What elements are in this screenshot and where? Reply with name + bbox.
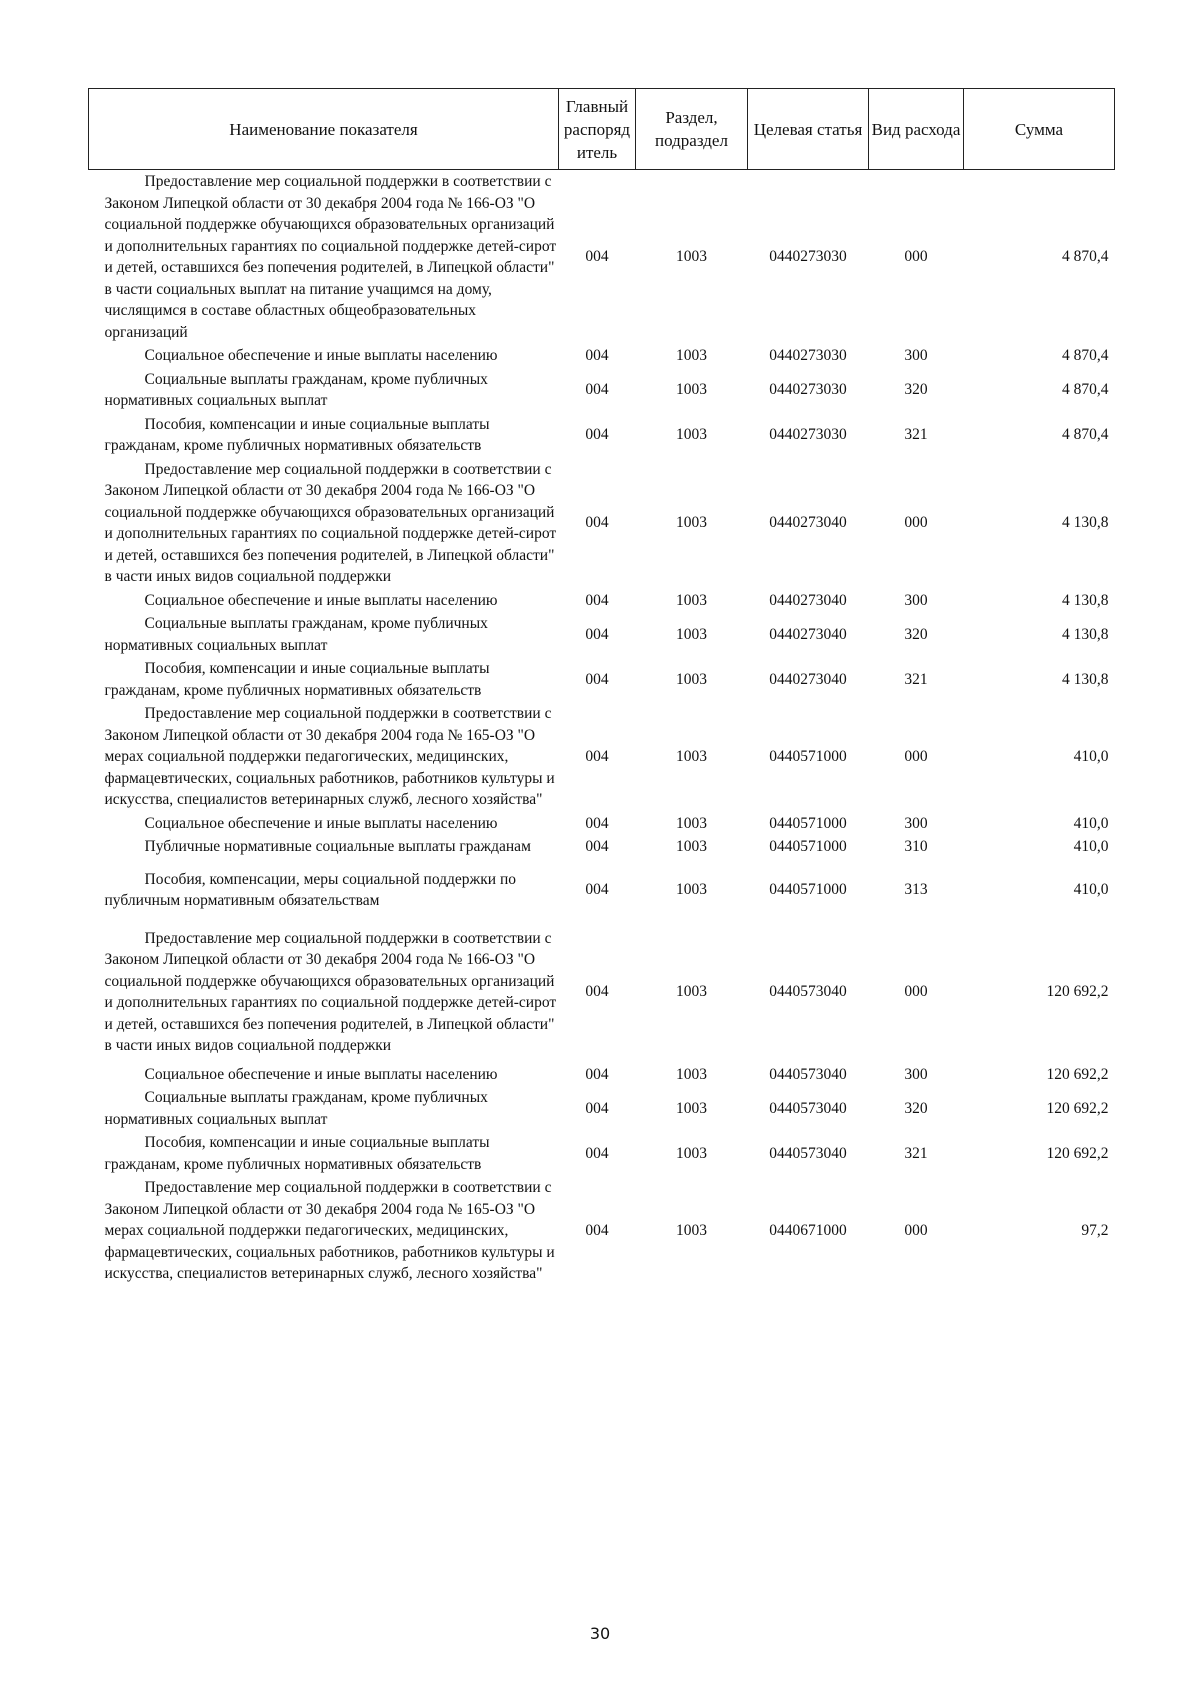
row-name-text: Пособия, компенсации и иные социальные выплаты гражданам, кроме публичных нормативных обязательств [104, 1134, 490, 1173]
row-expense-type: 321 [904, 670, 928, 688]
row-name [89, 859, 559, 918]
row-main-manager: 004 [585, 670, 609, 688]
table-row [89, 413, 1115, 458]
row-name [89, 344, 559, 368]
row-sum: 410,0 [1073, 838, 1109, 855]
header-expense-type: Вид расхода [869, 89, 964, 170]
row-name-text: Социальные выплаты гражданам, кроме публичных нормативных социальных выплат [104, 1089, 488, 1128]
table-row [89, 1063, 1115, 1087]
row-section: 1003 [676, 426, 707, 444]
row-expense-type: 320 [904, 1099, 928, 1117]
row-name-text: Предоставление мер социальной поддержки в соответствии с Законом Липецкой области от 30 декабря 2004 года № 165-ОЗ "О мерах социальной поддержки педагогических, медицинских, фармацевтических, социальных работников, работников культуры и искусства, специалистов ветеринарных служб, лесного хозяйства" [104, 705, 555, 808]
row-target-item: 0440573040 [769, 1065, 847, 1083]
row-main-manager: 004 [585, 248, 609, 266]
row-expense-type: 300 [904, 591, 928, 609]
row-name [89, 1176, 559, 1286]
row-name-text: Социальное обеспечение и иные выплаты населению [144, 1065, 498, 1083]
row-sum: 4 130,8 [1062, 625, 1109, 643]
row-target-item: 0440273040 [769, 591, 847, 609]
row-name [89, 812, 559, 836]
row-section: 1003 [676, 1144, 707, 1162]
row-expense-type: 000 [904, 1222, 928, 1239]
row-section: 1003 [676, 347, 707, 364]
row-main-manager: 004 [585, 748, 609, 765]
row-name-text: Пособия, компенсации и иные социальные выплаты гражданам, кроме публичных нормативных обязательств [104, 415, 490, 454]
row-name [89, 835, 559, 859]
row-name-text: Пособия, компенсации, меры социальной поддержки по публичным нормативным обязательствам [104, 870, 517, 909]
row-sum: 120 692,2 [1046, 1099, 1109, 1117]
header-sum: Сумма [964, 89, 1115, 170]
row-name-text: Социальные выплаты гражданам, кроме публичных нормативных социальных выплат [104, 615, 488, 654]
row-main-manager: 004 [585, 814, 609, 832]
row-target-item: 0440273030 [769, 248, 847, 266]
row-section: 1003 [676, 670, 707, 688]
row-expense-type: 000 [904, 748, 928, 765]
page-number: 30 [589, 1624, 611, 1643]
row-sum: 120 692,2 [1046, 983, 1109, 1001]
row-name-text: Социальные выплаты гражданам, кроме публичных нормативных социальных выплат [104, 370, 488, 409]
row-section: 1003 [676, 1099, 707, 1117]
row-name-text: Публичные нормативные социальные выплаты гражданам [144, 838, 531, 855]
header-target-item: Целевая статья [748, 89, 869, 170]
header-main-manager: Главный распоряд итель [559, 89, 636, 170]
row-section: 1003 [676, 381, 707, 399]
row-name-text: Пособия, компенсации и иные социальные выплаты гражданам, кроме публичных нормативных обязательств [104, 660, 490, 699]
row-section: 1003 [676, 881, 707, 899]
row-main-manager: 004 [585, 591, 609, 609]
row-expense-type: 321 [904, 1144, 928, 1162]
row-section: 1003 [676, 748, 707, 765]
row-main-manager: 004 [585, 426, 609, 444]
row-sum: 4 870,4 [1062, 347, 1109, 364]
table-row [89, 1086, 1115, 1131]
row-main-manager: 004 [585, 347, 609, 364]
row-name [89, 702, 559, 812]
row-section: 1003 [676, 1222, 707, 1239]
row-sum: 120 692,2 [1046, 1144, 1109, 1162]
row-target-item: 0440573040 [769, 1144, 847, 1162]
row-main-manager: 004 [585, 983, 609, 1001]
row-name [89, 1063, 559, 1087]
budget-table [88, 88, 1115, 1286]
row-main-manager: 004 [585, 625, 609, 643]
row-target-item: 0440273030 [769, 347, 847, 364]
row-name-text: Предоставление мер социальной поддержки в соответствии с Законом Липецкой области от 30 декабря 2004 года № 166-ОЗ "О социальной поддержке обучающихся образовательных организаций и дополнительных гарантиях по социальной поддержке детей-сирот и детей, оставшихся без попечения родителей, в Липецкой области" в части иных видов социальной поддержки [104, 929, 557, 1054]
row-name [89, 589, 559, 613]
row-target-item: 0440273030 [769, 381, 847, 399]
table-row [89, 835, 1115, 859]
table-body [89, 170, 1115, 1286]
table-row [89, 589, 1115, 613]
row-name-text: Социальное обеспечение и иные выплаты населению [144, 591, 498, 609]
row-section: 1003 [676, 591, 707, 609]
row-name [89, 918, 559, 1063]
row-main-manager: 004 [585, 1065, 609, 1083]
row-target-item: 0440273040 [769, 514, 847, 532]
row-expense-type: 320 [904, 381, 928, 399]
table-row [89, 859, 1115, 918]
row-target-item: 0440571000 [769, 814, 847, 832]
table-row [89, 458, 1115, 589]
table-row [89, 918, 1115, 1063]
row-name-text: Социальное обеспечение и иные выплаты населению [144, 347, 498, 364]
row-main-manager: 004 [585, 838, 609, 855]
row-main-manager: 004 [585, 1222, 609, 1239]
row-expense-type: 300 [904, 1065, 928, 1083]
row-target-item: 0440571000 [769, 881, 847, 899]
table-row [89, 344, 1115, 368]
row-sum: 4 870,4 [1062, 426, 1109, 444]
row-name [89, 368, 559, 413]
row-target-item: 0440571000 [769, 748, 847, 765]
row-target-item: 0440273030 [769, 426, 847, 444]
row-name [89, 612, 559, 657]
row-sum: 4 130,8 [1062, 670, 1109, 688]
row-sum: 4 130,8 [1062, 514, 1109, 532]
table-header [89, 89, 1115, 170]
row-name [89, 458, 559, 589]
row-sum: 120 692,2 [1046, 1065, 1109, 1083]
row-name [89, 1086, 559, 1131]
row-sum: 4 130,8 [1062, 591, 1109, 609]
header-name: Наименование показателя [89, 89, 559, 170]
row-main-manager: 004 [585, 881, 609, 899]
row-name-text: Предоставление мер социальной поддержки в соответствии с Законом Липецкой области от 30 декабря 2004 года № 165-ОЗ "О мерах социальной поддержки педагогических, медицинских, фармацевтических, социальных работников, работников культуры и искусства, специалистов ветеринарных служб, лесного хозяйства" [104, 1179, 555, 1282]
row-main-manager: 004 [585, 1099, 609, 1117]
header-section: Раздел, подраздел [636, 89, 748, 170]
row-expense-type: 000 [904, 248, 928, 266]
row-expense-type: 300 [904, 347, 928, 364]
table-row [89, 657, 1115, 702]
row-sum: 97,2 [1081, 1222, 1109, 1239]
row-target-item: 0440573040 [769, 1099, 847, 1117]
row-section: 1003 [676, 248, 707, 266]
row-target-item: 0440273040 [769, 625, 847, 643]
row-expense-type: 313 [904, 881, 928, 899]
row-name-text: Предоставление мер социальной поддержки в соответствии с Законом Липецкой области от 30 декабря 2004 года № 166-ОЗ "О социальной поддержке обучающихся образовательных организаций и дополнительных гарантиях по социальной поддержке детей-сирот и детей, оставшихся без попечения родителей, в Липецкой области" в части социальных выплат на питание учащимся на дому, числящимся в составе областных общеобразовательных организаций [104, 173, 557, 341]
row-section: 1003 [676, 838, 707, 855]
table-row [89, 812, 1115, 836]
table-row [89, 368, 1115, 413]
row-sum: 410,0 [1073, 748, 1109, 765]
row-target-item: 0440573040 [769, 983, 847, 1001]
row-target-item: 0440671000 [769, 1222, 847, 1239]
row-sum: 4 870,4 [1062, 248, 1109, 266]
row-name [89, 657, 559, 702]
row-expense-type: 000 [904, 514, 928, 532]
table-row [89, 612, 1115, 657]
row-section: 1003 [676, 1065, 707, 1083]
table-row [89, 170, 1115, 345]
row-expense-type: 300 [904, 814, 928, 832]
row-main-manager: 004 [585, 1144, 609, 1162]
row-section: 1003 [676, 514, 707, 532]
row-target-item: 0440571000 [769, 838, 847, 855]
row-expense-type: 310 [904, 838, 928, 855]
row-main-manager: 004 [585, 514, 609, 532]
table-row [89, 1176, 1115, 1286]
row-sum: 410,0 [1073, 881, 1109, 899]
row-sum: 4 870,4 [1062, 381, 1109, 399]
table-row [89, 702, 1115, 812]
row-name-text: Социальное обеспечение и иные выплаты населению [144, 814, 498, 832]
row-name [89, 413, 559, 458]
row-section: 1003 [676, 983, 707, 1001]
row-section: 1003 [676, 625, 707, 643]
row-name [89, 170, 559, 345]
row-target-item: 0440273040 [769, 670, 847, 688]
row-expense-type: 321 [904, 426, 928, 444]
row-main-manager: 004 [585, 381, 609, 399]
table-row [89, 1131, 1115, 1176]
row-name [89, 1131, 559, 1176]
row-expense-type: 320 [904, 625, 928, 643]
row-expense-type: 000 [904, 983, 928, 1001]
row-name-text: Предоставление мер социальной поддержки в соответствии с Законом Липецкой области от 30 декабря 2004 года № 166-ОЗ "О социальной поддержке обучающихся образовательных организаций и дополнительных гарантиях по социальной поддержке детей-сирот и детей, оставшихся без попечения родителей, в Липецкой области" в части иных видов социальной поддержки [104, 460, 557, 585]
row-sum: 410,0 [1073, 814, 1109, 832]
row-section: 1003 [676, 814, 707, 832]
